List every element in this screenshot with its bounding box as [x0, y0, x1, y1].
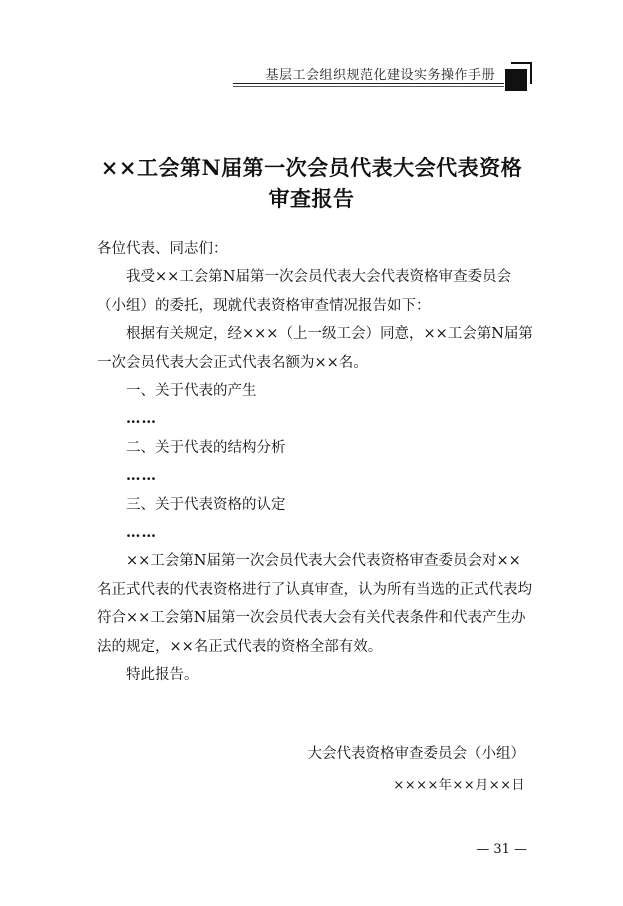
section-heading: 三、关于代表资格的认定	[126, 496, 286, 513]
signature-date: ××××年××月××日	[393, 778, 525, 793]
document-body	[97, 235, 535, 690]
header-title: 基层工会组织规范化建设实务操作手册	[265, 68, 495, 83]
closing-line: 特此报告。	[126, 667, 199, 684]
document-title-line1: ××工会第N届第一次会员代表大会代表资格	[100, 155, 523, 180]
section-heading: 二、关于代表的结构分析	[126, 439, 286, 456]
running-header	[0, 0, 623, 100]
paragraph-quota: 根据有关规定，经×××（上一级工会）同意，××工会第N届第一次会员代表大会正式代表名额为××名。	[97, 326, 533, 371]
page-number: — 31 —	[476, 842, 527, 857]
header-rule	[233, 83, 504, 84]
salutation: 各位代表、同志们：	[97, 241, 228, 257]
document-title	[60, 152, 563, 214]
paragraph-delegation: 我受××工会第N届第一次会员代表大会代表资格审查委员会（小组）的委托，现就代表资格审查情况报告如下：	[97, 269, 511, 314]
document-title-line2: 审查报告	[268, 186, 355, 211]
corner-mark-icon	[502, 59, 534, 91]
signature-organization: 大会代表资格审查委员会（小组）	[307, 746, 525, 762]
section-content: ……	[126, 467, 157, 485]
section-heading: 一、关于代表的产生	[126, 383, 257, 400]
section-content: ……	[126, 410, 157, 428]
section-content: ……	[126, 524, 157, 542]
paragraph-conclusion: ××工会第N届第一次会员代表大会代表资格审查委员会对××名正式代表的代表资格进行了认真审查，认为所有当选的正式代表均符合××工会第N届第一次会员代表大会有关代表条件和代表产生办法的规定，××名正式代表的资格全部有效。	[97, 553, 532, 655]
header-rule-thin	[233, 86, 504, 87]
